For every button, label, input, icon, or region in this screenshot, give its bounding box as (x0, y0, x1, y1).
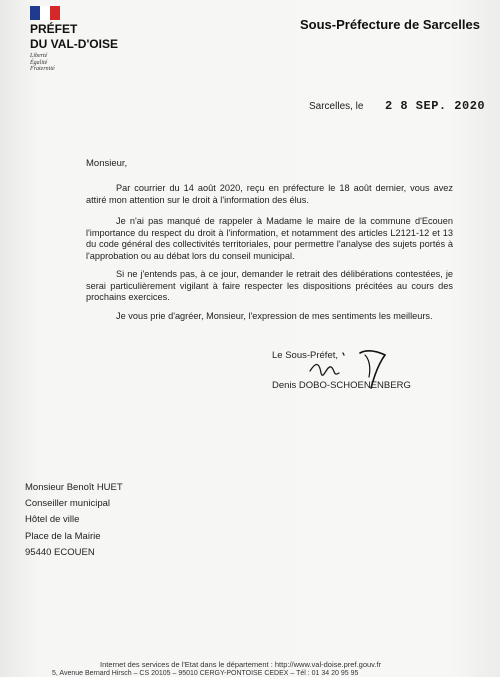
recipient-line: 95440 ECOUEN (25, 546, 95, 558)
paragraph-1-text: Par courrier du 14 août 2020, reçu en préfecture le 18 août dernier, vous avez attiré mon attention sur le droit à l'information des élus. (86, 183, 453, 205)
signature-title: Le Sous-Préfet, (272, 350, 339, 361)
salutation: Monsieur, (86, 158, 128, 169)
motto (30, 53, 118, 73)
recipient-address (25, 480, 123, 561)
office-name: Sous-Préfecture de Sarcelles (300, 17, 480, 32)
french-flag-icon (30, 6, 60, 20)
signatory-name: Denis DOBO-SCHOENENBERG (272, 380, 411, 391)
dateline-place: Sarcelles, le (309, 101, 364, 112)
logo-line-1: PRÉFET (30, 22, 78, 36)
paragraph-1 (86, 183, 453, 206)
motto-egalite: Égalité (30, 59, 48, 66)
motto-fraternite: Fraternité (30, 66, 55, 72)
footer-website: Internet des services de l'Etat dans le département : http://www.val-doise.pref.gouv.fr (100, 660, 382, 669)
paragraph-2-text: Je n'ai pas manqué de rappeler à Madame le maire de la commune d'Ecouen l'importance du respect du droit à l'information, et notamment des articles L2121-12 et 13 du code général des collectivités territoriales, pour permettre l'analyse des sujets portés à l'approbation ou au débat lors du conseil municipal. (86, 216, 453, 261)
footer-address: 5, Avenue Bernard Hirsch – CS 20105 – 95010 CERGY-PONTOISE CEDEX – Tél : 01 34 20 95 95 (52, 670, 359, 677)
recipient-line: Hôtel de ville (25, 514, 80, 526)
paragraph-3-text: Si ne j'entends pas, à ce jour, demander le retrait des délibérations contestées, je serai particulièrement vigilant à faire respecter les dispositions précitées au cours des prochains exercices. (86, 269, 453, 302)
recipient-line: Conseiller municipal (25, 498, 111, 510)
paragraph-4-text: Je vous prie d'agréer, Monsieur, l'expression de mes sentiments les meilleurs. (116, 311, 433, 321)
recipient-line: Monsieur Benoît HUET (25, 482, 123, 493)
paragraph-2 (86, 216, 453, 262)
paragraph-4 (86, 311, 453, 323)
recipient-line: Place de la Mairie (25, 530, 101, 542)
prefecture-logo (30, 6, 118, 73)
paragraph-3 (86, 269, 453, 304)
date-stamp: 2 8 SEP. 2020 (385, 99, 486, 113)
motto-liberte: Liberté (30, 53, 48, 59)
logo-line-2: DU VAL-D'OISE (30, 37, 118, 51)
